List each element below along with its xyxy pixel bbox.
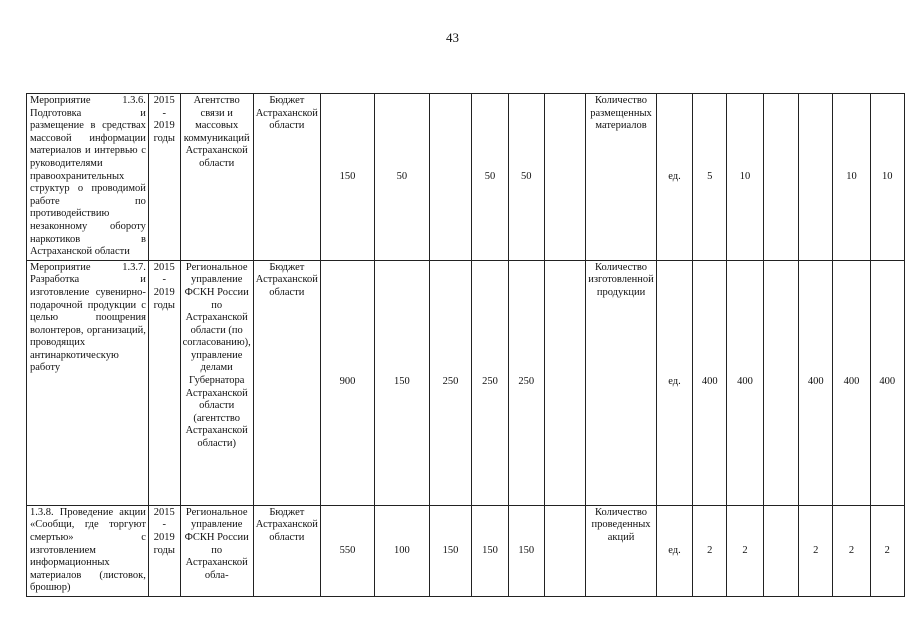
indicator-name: Количество проведенных акций	[586, 505, 657, 596]
measure-name: 1.3.8. Проведение акции «Сообщи, где торгуют смертью» с изготовлением информационных материалов (листовок, брошюр)	[27, 505, 149, 596]
measure-name: Мероприятие 1.3.7. Разработка и изготовление сувенирно-подарочной продукции с целью поощрения волонтеров, организаций, проводящих антинаркотическую работу	[27, 260, 149, 505]
years-unit: годы	[153, 299, 175, 311]
funding-2016: 150	[429, 505, 472, 596]
executor: Агентство связи и массовых коммуникаций Астраханской области	[180, 94, 253, 261]
indicator-base: 5	[693, 94, 727, 261]
years-start: 2015	[153, 261, 175, 273]
years-unit: годы	[153, 544, 175, 556]
indicator-2015: 10	[727, 94, 763, 261]
years-dash: -	[162, 274, 167, 286]
table-row	[27, 94, 905, 261]
indicator-name: Количество размещенных материалов	[586, 94, 657, 261]
indicator-2018: 10	[833, 94, 870, 261]
indicator-2017	[799, 94, 833, 261]
funding-2019	[544, 260, 585, 505]
executor: Региональное управление ФСКН России по Астраханской обла-	[180, 505, 253, 596]
funding-2017: 250	[472, 260, 508, 505]
years-end: 2019	[153, 120, 175, 132]
executor: Региональное управление ФСКН России по Астраханской области (по согласованию), управление делами Губернатора Астраханской области (агентство Астраханской области)	[180, 260, 253, 505]
years-cell	[148, 94, 180, 261]
funding-2015: 100	[375, 505, 429, 596]
funding-source: Бюджет Астраханской области	[253, 94, 320, 261]
years-dash: -	[162, 519, 167, 531]
funding-source: Бюджет Астраханской области	[253, 260, 320, 505]
table-row	[27, 260, 905, 505]
funding-2018: 250	[508, 260, 544, 505]
measure-name: Мероприятие 1.3.6. Подготовка и размещение в средствах массовой информации материалов и интервью с руководителями правоохранительных структур о проводимой работе по противодействию незаконному обороту наркотиков в Астраханской области	[27, 94, 149, 261]
years-start: 2015	[153, 95, 175, 106]
years-dash: -	[162, 107, 167, 119]
funding-2015: 50	[375, 94, 429, 261]
funding-2016: 250	[429, 260, 472, 505]
program-table	[26, 93, 905, 597]
funding-source: Бюджет Астраханской области	[253, 505, 320, 596]
indicator-2016	[763, 260, 798, 505]
indicator-2017: 400	[799, 260, 833, 505]
funding-2019	[544, 505, 585, 596]
indicator-base: 2	[693, 505, 727, 596]
indicator-2016	[763, 505, 798, 596]
indicator-unit: ед.	[657, 94, 693, 261]
indicator-base: 400	[693, 260, 727, 505]
years-cell	[148, 505, 180, 596]
indicator-2017: 2	[799, 505, 833, 596]
indicator-unit: ед.	[657, 505, 693, 596]
funding-total: 550	[320, 505, 374, 596]
indicator-2015: 400	[727, 260, 763, 505]
years-end: 2019	[153, 531, 175, 543]
funding-2017: 50	[472, 94, 508, 261]
indicator-2019: 2	[870, 505, 904, 596]
funding-total: 900	[320, 260, 374, 505]
funding-2018: 50	[508, 94, 544, 261]
years-cell	[148, 260, 180, 505]
indicator-2019: 10	[870, 94, 904, 261]
indicator-2018: 2	[833, 505, 870, 596]
indicator-name: Количество изготовленной продукции	[586, 260, 657, 505]
page-number: 43	[446, 30, 459, 45]
years-start: 2015	[153, 506, 175, 518]
table-row	[27, 505, 905, 596]
funding-2016	[429, 94, 472, 261]
indicator-2015: 2	[727, 505, 763, 596]
funding-2015: 150	[375, 260, 429, 505]
indicator-unit: ед.	[657, 260, 693, 505]
indicator-2018: 400	[833, 260, 870, 505]
funding-2018: 150	[508, 505, 544, 596]
years-end: 2019	[153, 286, 175, 298]
funding-total: 150	[320, 94, 374, 261]
funding-2017: 150	[472, 505, 508, 596]
years-unit: годы	[153, 132, 175, 144]
funding-2019	[544, 94, 585, 261]
indicator-2016	[763, 94, 798, 261]
indicator-2019: 400	[870, 260, 904, 505]
